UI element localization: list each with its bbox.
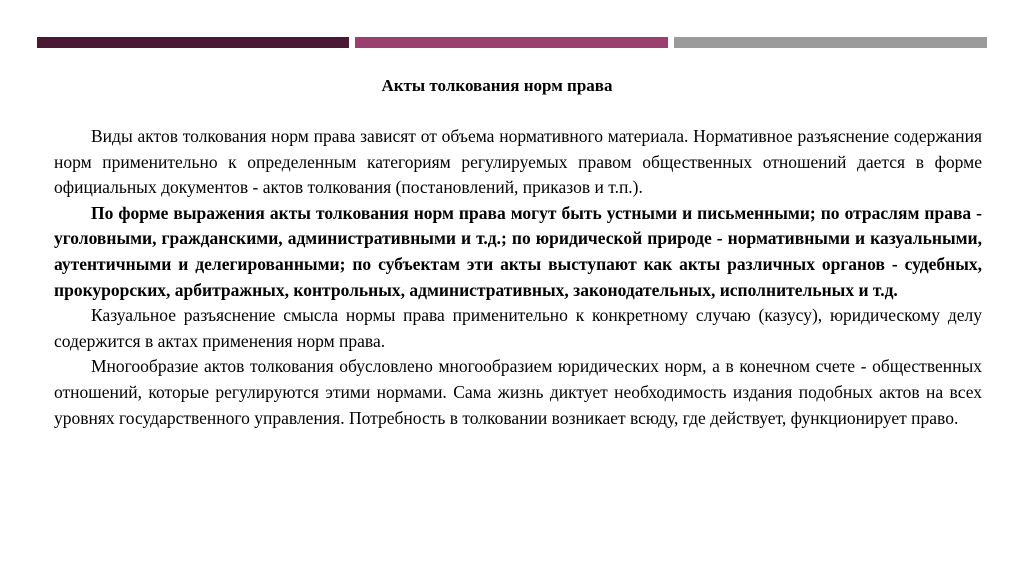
paragraph-1: Виды актов толкования норм права зависят от объема нормативного материала. Нормативное разъяснение содержания норм применительно к определенным категориям регулируемых правом общественных отношений дается в форме официальных документов - актов толкования (постановлений, приказов и т.п.). bbox=[54, 126, 982, 198]
decorative-bar-left bbox=[37, 37, 349, 48]
paragraph-4: Многообразие актов толкования обусловлено многообразием юридических норм, а в конечном счете - общественных отношений, которые регулируются этими нормами. Сама жизнь диктует необходимость издания подобных актов на всех уровнях государственного управления. Потребность в толковании возникает всюду, где действует, функционирует право. bbox=[54, 356, 982, 428]
decorative-bar-middle bbox=[355, 37, 668, 48]
paragraph-2-bold: По форме выражения акты толкования норм права могут быть устными и письменными; по отраслям права - уголовными, гражданскими, административными и т.д.; по юридической природе - нормативными и казуальными, аутентичными и делегированными; по субъектам эти акты выступают как акты различных органов - судебных, прокурорских, арбитражных, контрольных, административных, законодательных, исполнительных и т.д. bbox=[54, 202, 982, 300]
slide-body bbox=[54, 124, 982, 431]
paragraph-3: Казуальное разъяснение смысла нормы права применительно к конкретному случаю (казусу), юридическому делу содержится в актах применения норм права. bbox=[54, 305, 982, 351]
decorative-bar-right bbox=[674, 37, 987, 48]
slide-title: Акты толкования норм права bbox=[381, 76, 613, 95]
